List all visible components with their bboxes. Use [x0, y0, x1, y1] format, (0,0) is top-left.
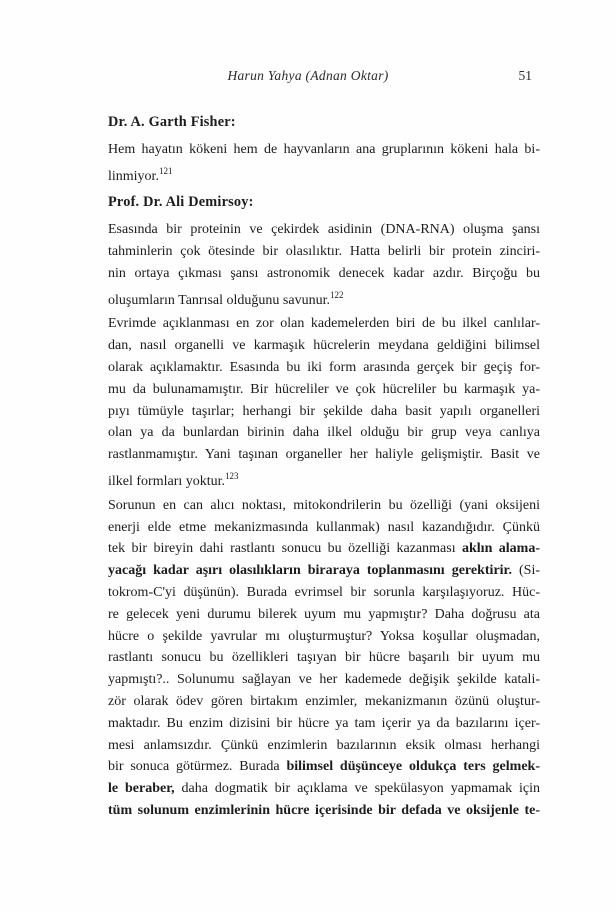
text-run: tokrom-C'yi düşünün). Burada evrimsel bir sorunla karşılaşıyoruz. Hüc- [108, 584, 540, 600]
text-run: yapmıştı?.. Solunumu sağlayan ve her kademede değişik şekilde katali- [108, 672, 540, 688]
text-run: olarak açıklamaktır. Esasında bu iki form arasında gerçek bir geçiş for- [108, 359, 540, 375]
text-run: linmiyor. [108, 168, 159, 184]
text-line [108, 379, 540, 401]
text-line [108, 735, 540, 757]
paragraph [108, 139, 540, 183]
text-run: hücre o şekilde yavrular mı oluşturmuştur? Yoksa koşullar oluşmadan, [108, 628, 540, 644]
text-column [108, 112, 540, 822]
paragraph [108, 495, 540, 822]
text-run: tek bir bireyin dahi rastlantı sonucu bu özelliği kazanması [108, 541, 462, 557]
section-heading [108, 112, 540, 134]
header-title: Harun Yahya (Adnan Oktar) [227, 68, 389, 83]
text-line [108, 263, 540, 285]
text-run: Prof. Dr. Ali Demirsoy: [108, 194, 254, 211]
paragraph [108, 313, 540, 487]
text-run: rastlantı sonucu bu özellikleri taşıyan bir hücre başarılı bir uyum mu [108, 650, 540, 666]
text-line [108, 647, 540, 669]
text-run: aklın alama- [462, 541, 540, 557]
text-line [108, 192, 540, 214]
text-line [108, 560, 540, 582]
text-line [108, 444, 540, 466]
text-run: Hem hayatın kökeni hem de hayvanların ana gruplarının kökeni hala bi- [108, 141, 540, 157]
text-run: mesi anlamsızdır. Çünkü enzimlerin bazılarının eksik olması herhangi [108, 737, 540, 753]
text-run: tüm solunum enzimlerinin hücre içerisinde bir defada ve oksijenle te- [108, 802, 540, 818]
text-line [108, 669, 540, 691]
running-header [0, 68, 616, 88]
text-run: enerji elde etme mekanizmasında kullanmak) nasıl kazandığıdır. Çünkü [108, 519, 540, 535]
text-run: dan, nasıl organelli ve karmaşık hücrelerin meydana geldiğini bilimsel [108, 338, 540, 354]
text-run: pıyı tümüyle taşırlar; herhangi bir şekilde daha basit yapılı organelleri [108, 403, 540, 419]
text-run: (Si- [511, 563, 541, 579]
text-line [108, 800, 540, 822]
text-line [108, 422, 540, 444]
text-line [108, 466, 540, 488]
text-run: nin ortaya çıkması şansı astronomik denecek kadar azdır. Birçoğu bu [108, 265, 540, 281]
text-line [108, 756, 540, 778]
text-line [108, 139, 540, 161]
footnote-ref: 121 [158, 165, 173, 176]
paragraph [108, 219, 540, 306]
text-line [108, 713, 540, 735]
text-line [108, 517, 540, 539]
text-line [108, 626, 540, 648]
text-run: Dr. A. Garth Fisher: [108, 114, 236, 130]
text-run: bir sonuca götürmez. Burada [108, 759, 287, 775]
text-run: re gelecek yeni durumu bilerek uyum mu yapmıştır? Daha doğrusu ata [108, 606, 540, 622]
text-run: Sorunun en can alıcı noktası, mitokondrilerin bu özelliği (yani oksijeni [108, 497, 540, 513]
text-line [108, 401, 540, 423]
text-run: ilkel formları yoktur. [108, 473, 226, 489]
text-line [108, 335, 540, 357]
text-run: rastlanmamıştır. Yani taşınan organeller her haliyle gelişmiştir. Basit ve [108, 447, 540, 463]
footnote-ref: 123 [225, 470, 239, 481]
text-line [108, 495, 540, 517]
text-line [108, 691, 540, 713]
footnote-ref: 122 [329, 289, 344, 300]
text-line [108, 161, 540, 183]
text-line [108, 357, 540, 379]
text-run: zör olarak ödev gören birtakım enzimler, mekanizmanın özünü oluştur- [108, 693, 540, 709]
text-line [108, 778, 540, 800]
text-line [108, 582, 540, 604]
text-run: bilimsel düşünceye oldukça ters gelmek- [286, 759, 540, 775]
text-run: yacağı kadar aşırı olasılıkların biraraya toplanmasını gerektirir. [108, 563, 512, 579]
text-line [108, 112, 540, 134]
text-run: Evrimde açıklanması en zor olan kademelerden biri de bu ilkel canlılar- [108, 316, 540, 332]
text-line [108, 241, 540, 263]
text-run: olan ya da bunlardan birinin daha ilkel olduğu bir grup veya canlıya [108, 425, 540, 441]
text-run: daha dogmatik bir açıklama ve spekülasyon yapmamak için [174, 781, 540, 797]
text-line [108, 285, 540, 307]
text-run: oluşumların Tanrısal olduğunu savunur. [108, 292, 330, 308]
text-line [108, 538, 540, 560]
text-run: maktadır. Bu enzim dizisini bir hücre ya tam içerir ya da bazılarını içer- [108, 715, 540, 731]
text-run: tahminlerin çok ötesinde bir olasılıktır. Hatta belirli bir protein zinciri- [108, 243, 540, 259]
page-number: 51 [518, 68, 532, 83]
text-line [108, 604, 540, 626]
text-run: Esasında bir proteinin ve çekirdek asidinin (DNA-RNA) oluşma şansı [108, 222, 540, 238]
text-run: mu da bulunamamıştır. Bir hücreliler ve çok hücreliler bu karmaşık ya- [108, 381, 540, 397]
text-line [108, 219, 540, 241]
text-line [108, 313, 540, 335]
section-heading [108, 192, 540, 214]
text-run: le beraber, [108, 781, 175, 797]
